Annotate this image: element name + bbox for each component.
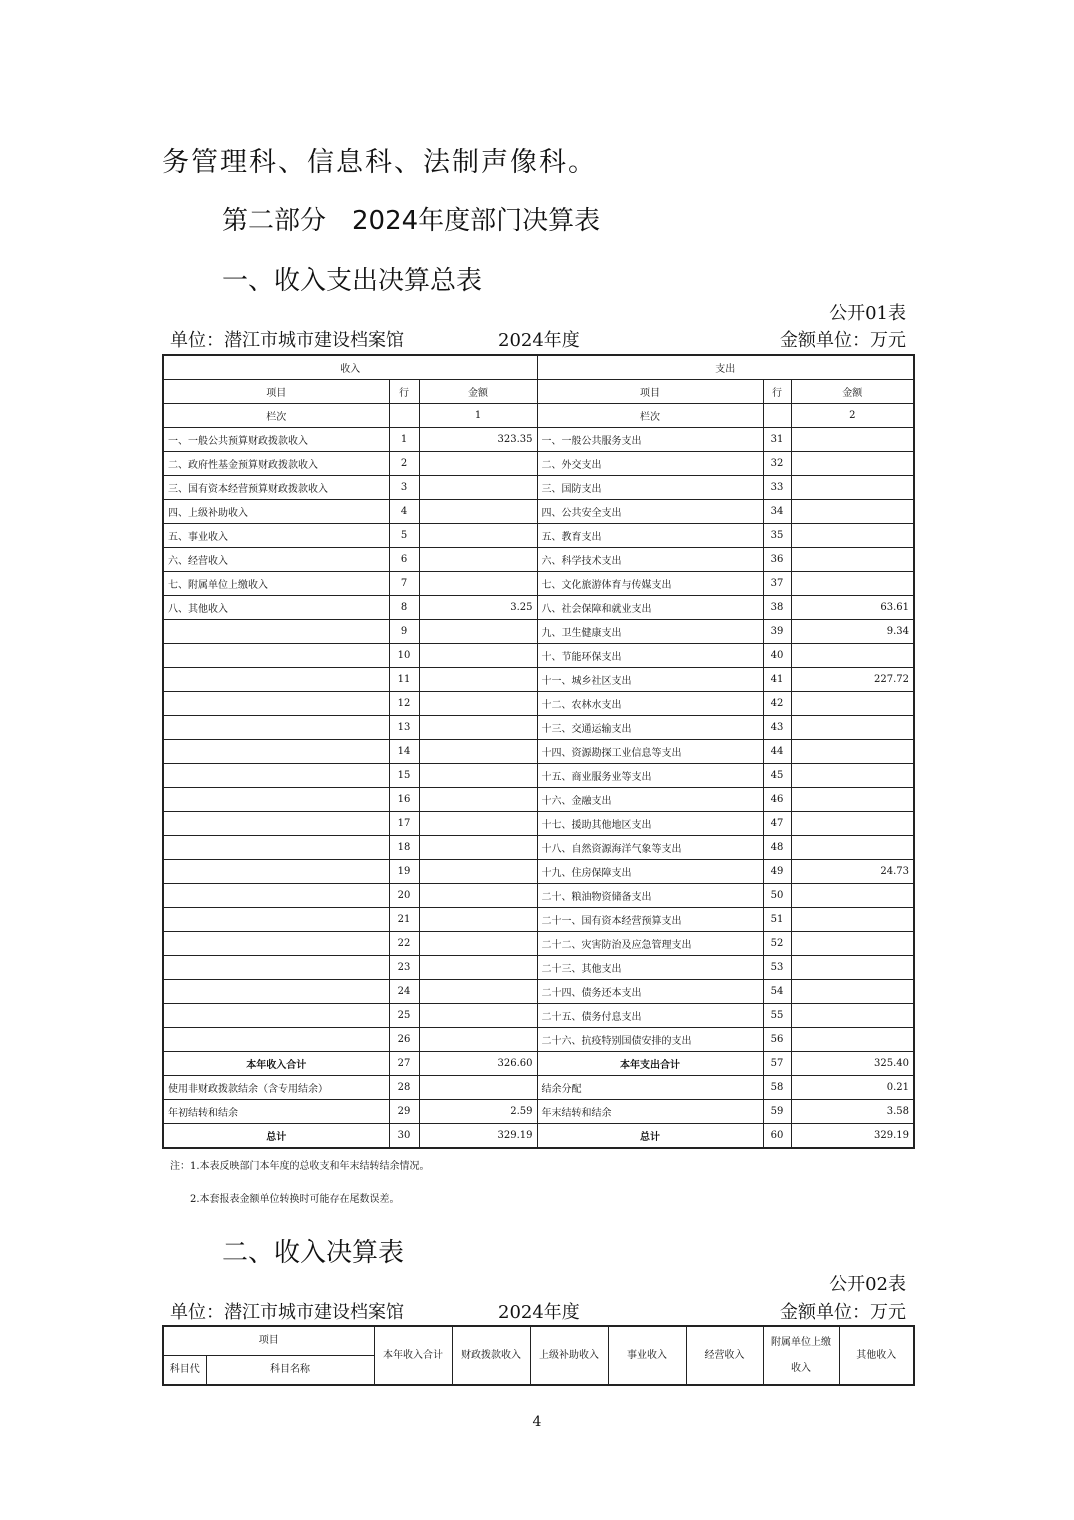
col-code: 科目代 — [163, 1356, 206, 1386]
income-amount — [419, 692, 537, 716]
expense-row-no: 37 — [763, 572, 791, 596]
income-amount — [419, 620, 537, 644]
expense-row-no: 56 — [763, 1028, 791, 1052]
expense-row-no: 40 — [763, 644, 791, 668]
income-item — [163, 836, 389, 860]
expense-item: 三、国防支出 — [537, 476, 763, 500]
expense-item: 二十一、国有资本经营预算支出 — [537, 908, 763, 932]
table-row — [163, 548, 914, 572]
income-item — [163, 764, 389, 788]
income-row-no: 9 — [389, 620, 419, 644]
income-expense-summary-table — [162, 354, 915, 1149]
expense-row-no: 41 — [763, 668, 791, 692]
income-row-no: 12 — [389, 692, 419, 716]
expense-item: 二十二、灾害防治及应急管理支出 — [537, 932, 763, 956]
expense-amount — [791, 908, 914, 932]
expense-row-no: 44 — [763, 740, 791, 764]
expense-item: 二、外交支出 — [537, 452, 763, 476]
expense-row-no: 42 — [763, 692, 791, 716]
expense-item: 六、科学技术支出 — [537, 548, 763, 572]
income-column-header: 经营收入 — [686, 1326, 763, 1385]
table-row — [163, 572, 914, 596]
seq-2: 2 — [791, 404, 914, 428]
expense-item: 本年支出合计 — [537, 1052, 763, 1076]
income-item: 二、政府性基金预算财政拨款收入 — [163, 452, 389, 476]
income-item — [163, 884, 389, 908]
expense-row-no: 35 — [763, 524, 791, 548]
expense-amount — [791, 716, 914, 740]
col-name: 科目名称 — [206, 1356, 374, 1386]
expense-amount — [791, 836, 914, 860]
fiscal-year-2: 2024年度 — [498, 1302, 580, 1323]
expense-item: 十一、城乡社区支出 — [537, 668, 763, 692]
income-row-no: 25 — [389, 1004, 419, 1028]
expense-amount — [791, 548, 914, 572]
expense-item: 八、社会保障和就业支出 — [537, 596, 763, 620]
income-table — [162, 1325, 915, 1386]
expense-item: 五、教育支出 — [537, 524, 763, 548]
income-row-no: 10 — [389, 644, 419, 668]
expense-item: 十三、交通运输支出 — [537, 716, 763, 740]
expense-item: 十七、援助其他地区支出 — [537, 812, 763, 836]
table-row — [163, 740, 914, 764]
expense-row-no: 59 — [763, 1100, 791, 1124]
income-amount — [419, 980, 537, 1004]
income-row-no: 3 — [389, 476, 419, 500]
fiscal-year: 2024年度 — [498, 330, 580, 351]
col-amount: 金额 — [419, 380, 537, 404]
income-column-header: 其他收入 — [839, 1326, 914, 1385]
income-column-header: 附属单位上缴收入 — [763, 1326, 839, 1385]
table-row — [163, 932, 914, 956]
income-amount — [419, 884, 537, 908]
expense-row-no: 36 — [763, 548, 791, 572]
expense-item: 结余分配 — [537, 1076, 763, 1100]
income-amount — [419, 644, 537, 668]
expense-amount — [791, 692, 914, 716]
income-row-no: 6 — [389, 548, 419, 572]
col-seq: 栏次 — [163, 404, 389, 428]
expense-row-no: 57 — [763, 1052, 791, 1076]
income-item: 使用非财政拨款结余（含专用结余） — [163, 1076, 389, 1100]
income-item — [163, 980, 389, 1004]
income-row-no: 16 — [389, 788, 419, 812]
table-row — [163, 836, 914, 860]
table-row — [163, 716, 914, 740]
income-item: 总计 — [163, 1124, 389, 1149]
expense-row-no: 43 — [763, 716, 791, 740]
expense-item: 十五、商业服务业等支出 — [537, 764, 763, 788]
income-item: 年初结转和结余 — [163, 1100, 389, 1124]
expense-row-no: 34 — [763, 500, 791, 524]
expense-item: 年末结转和结余 — [537, 1100, 763, 1124]
income-item — [163, 1028, 389, 1052]
expense-amount — [791, 740, 914, 764]
expense-row-no: 48 — [763, 836, 791, 860]
expense-amount — [791, 428, 914, 452]
table-row — [163, 524, 914, 548]
expense-amount: 9.34 — [791, 620, 914, 644]
income-amount — [419, 668, 537, 692]
income-row-no: 21 — [389, 908, 419, 932]
table-row — [163, 500, 914, 524]
table-row — [163, 764, 914, 788]
table-row — [163, 596, 914, 620]
expense-amount — [791, 1004, 914, 1028]
expense-amount — [791, 644, 914, 668]
expense-amount: 63.61 — [791, 596, 914, 620]
expense-amount: 24.73 — [791, 860, 914, 884]
summary-row — [163, 1052, 914, 1076]
income-amount — [419, 740, 537, 764]
expense-amount — [791, 500, 914, 524]
col-seq: 栏次 — [537, 404, 763, 428]
income-row-no: 28 — [389, 1076, 419, 1100]
expense-item: 二十五、债务付息支出 — [537, 1004, 763, 1028]
income-row-no: 13 — [389, 716, 419, 740]
income-item — [163, 860, 389, 884]
income-amount — [419, 932, 537, 956]
expense-amount — [791, 980, 914, 1004]
income-amount — [419, 956, 537, 980]
income-row-no: 11 — [389, 668, 419, 692]
income-amount — [419, 716, 537, 740]
expense-header: 支出 — [537, 355, 914, 380]
income-amount — [419, 908, 537, 932]
table-row — [163, 788, 914, 812]
income-item — [163, 668, 389, 692]
income-amount: 2.59 — [419, 1100, 537, 1124]
expense-item: 总计 — [537, 1124, 763, 1149]
table-row — [163, 956, 914, 980]
expense-amount — [791, 476, 914, 500]
expense-item: 二十三、其他支出 — [537, 956, 763, 980]
expense-amount: 0.21 — [791, 1076, 914, 1100]
income-amount — [419, 452, 537, 476]
income-item — [163, 620, 389, 644]
income-amount — [419, 548, 537, 572]
expense-row-no: 31 — [763, 428, 791, 452]
expense-item: 二十、粮油物资储备支出 — [537, 884, 763, 908]
table-row — [163, 980, 914, 1004]
income-item — [163, 692, 389, 716]
table-row — [163, 908, 914, 932]
summary-row — [163, 1124, 914, 1149]
expense-amount — [791, 812, 914, 836]
expense-row-no: 38 — [763, 596, 791, 620]
form-number: 公开01表 — [829, 303, 906, 324]
expense-amount — [791, 1028, 914, 1052]
income-amount: 329.19 — [419, 1124, 537, 1149]
table-row — [163, 884, 914, 908]
income-row-no: 22 — [389, 932, 419, 956]
income-item: 三、国有资本经营预算财政拨款收入 — [163, 476, 389, 500]
expense-row-no: 46 — [763, 788, 791, 812]
seq-row — [163, 404, 914, 428]
page-number: 4 — [532, 1414, 542, 1430]
expense-item: 二十六、抗疫特别国债安排的支出 — [537, 1028, 763, 1052]
income-row-no: 17 — [389, 812, 419, 836]
table-row — [163, 1004, 914, 1028]
table-row — [163, 692, 914, 716]
income-column-header: 事业收入 — [608, 1326, 686, 1385]
income-row-no: 19 — [389, 860, 419, 884]
income-amount — [419, 788, 537, 812]
expense-row-no: 45 — [763, 764, 791, 788]
income-column-header: 财政拨款收入 — [452, 1326, 530, 1385]
expense-item: 九、卫生健康支出 — [537, 620, 763, 644]
income-amount — [419, 1028, 537, 1052]
income-amount — [419, 1076, 537, 1100]
expense-row-no: 39 — [763, 620, 791, 644]
col-row: 行 — [389, 380, 419, 404]
form-number-2: 公开02表 — [829, 1274, 906, 1295]
expense-amount — [791, 788, 914, 812]
income-amount — [419, 524, 537, 548]
income-row-no: 23 — [389, 956, 419, 980]
table-row — [163, 860, 914, 884]
income-row-no: 29 — [389, 1100, 419, 1124]
income-item: 四、上级补助收入 — [163, 500, 389, 524]
income-item: 一、一般公共预算财政拨款收入 — [163, 428, 389, 452]
income-row-no: 26 — [389, 1028, 419, 1052]
col-row: 行 — [763, 380, 791, 404]
table-row — [163, 452, 914, 476]
note-2: 2.本套报表金额单位转换时可能存在尾数误差。 — [190, 1194, 400, 1205]
income-row-no: 4 — [389, 500, 419, 524]
expense-row-no: 58 — [763, 1076, 791, 1100]
income-amount — [419, 476, 537, 500]
income-item: 五、事业收入 — [163, 524, 389, 548]
expense-item: 十二、农林水支出 — [537, 692, 763, 716]
expense-item: 一、一般公共服务支出 — [537, 428, 763, 452]
col-item: 项目 — [163, 1326, 374, 1356]
income-item — [163, 788, 389, 812]
income-item: 本年收入合计 — [163, 1052, 389, 1076]
expense-amount — [791, 884, 914, 908]
unit-name: 单位：潜江市城市建设档案馆 — [170, 330, 404, 351]
income-amount — [419, 812, 537, 836]
table-row — [163, 1028, 914, 1052]
income-amount — [419, 1004, 537, 1028]
expense-amount — [791, 452, 914, 476]
expense-item: 十八、自然资源海洋气象等支出 — [537, 836, 763, 860]
income-row-no: 27 — [389, 1052, 419, 1076]
income-row-no: 14 — [389, 740, 419, 764]
money-unit-2: 金额单位：万元 — [780, 1302, 906, 1323]
expense-amount — [791, 956, 914, 980]
expense-item: 十六、金融支出 — [537, 788, 763, 812]
income-amount: 326.60 — [419, 1052, 537, 1076]
income-row-no: 20 — [389, 884, 419, 908]
income-item: 七、附属单位上缴收入 — [163, 572, 389, 596]
expense-row-no: 50 — [763, 884, 791, 908]
income-amount — [419, 860, 537, 884]
income-item — [163, 644, 389, 668]
table-header-row — [163, 355, 914, 380]
income-amount — [419, 764, 537, 788]
expense-item: 十、节能环保支出 — [537, 644, 763, 668]
note-1: 注：1.本表反映部门本年度的总收支和年末结转结余情况。 — [170, 1161, 430, 1172]
expense-amount — [791, 932, 914, 956]
income-item — [163, 932, 389, 956]
table-row — [163, 812, 914, 836]
expense-row-no: 33 — [763, 476, 791, 500]
expense-item: 四、公共安全支出 — [537, 500, 763, 524]
income-amount: 323.35 — [419, 428, 537, 452]
expense-row-no: 53 — [763, 956, 791, 980]
expense-row-no: 55 — [763, 1004, 791, 1028]
income-amount — [419, 500, 537, 524]
col-item: 项目 — [163, 380, 389, 404]
expense-amount: 3.58 — [791, 1100, 914, 1124]
table-row — [163, 644, 914, 668]
expense-amount — [791, 764, 914, 788]
income-item — [163, 740, 389, 764]
column-header-row — [163, 380, 914, 404]
income-column-header: 上级补助收入 — [530, 1326, 608, 1385]
expense-amount — [791, 572, 914, 596]
expense-amount: 329.19 — [791, 1124, 914, 1149]
section2-title: 二、收入决算表 — [222, 1238, 405, 1268]
col-item: 项目 — [537, 380, 763, 404]
section1-title: 一、收入支出决算总表 — [222, 266, 483, 296]
expense-row-no: 52 — [763, 932, 791, 956]
income-column-header: 本年收入合计 — [374, 1326, 452, 1385]
table-row — [163, 476, 914, 500]
part-title: 第二部分 2024年度部门决算表 — [222, 206, 601, 236]
income-row-no: 15 — [389, 764, 419, 788]
income-amount: 3.25 — [419, 596, 537, 620]
expense-row-no: 60 — [763, 1124, 791, 1149]
income-row-no: 1 — [389, 428, 419, 452]
summary-row — [163, 1076, 914, 1100]
income-row-no: 5 — [389, 524, 419, 548]
summary-row — [163, 1100, 914, 1124]
income-item — [163, 908, 389, 932]
income-header: 收入 — [163, 355, 537, 380]
income-row-no: 24 — [389, 980, 419, 1004]
intro-line: 务管理科、信息科、法制声像科。 — [162, 147, 597, 178]
income-row-no: 30 — [389, 1124, 419, 1149]
income-row-no: 7 — [389, 572, 419, 596]
income-row-no: 2 — [389, 452, 419, 476]
income-row-no: 18 — [389, 836, 419, 860]
table-row — [163, 620, 914, 644]
expense-amount: 227.72 — [791, 668, 914, 692]
expense-amount: 325.40 — [791, 1052, 914, 1076]
table-row — [163, 428, 914, 452]
income-item — [163, 956, 389, 980]
seq-1: 1 — [419, 404, 537, 428]
income-item — [163, 1004, 389, 1028]
expense-item: 二十四、债务还本支出 — [537, 980, 763, 1004]
income-amount — [419, 836, 537, 860]
income-row-no: 8 — [389, 596, 419, 620]
income-item: 六、经营收入 — [163, 548, 389, 572]
expense-row-no: 49 — [763, 860, 791, 884]
expense-item: 七、文化旅游体育与传媒支出 — [537, 572, 763, 596]
income-amount — [419, 572, 537, 596]
expense-row-no: 32 — [763, 452, 791, 476]
expense-row-no: 47 — [763, 812, 791, 836]
expense-amount — [791, 524, 914, 548]
col-amount: 金额 — [791, 380, 914, 404]
income-item — [163, 812, 389, 836]
money-unit: 金额单位：万元 — [780, 330, 906, 351]
expense-item: 十四、资源勘探工业信息等支出 — [537, 740, 763, 764]
expense-row-no: 51 — [763, 908, 791, 932]
unit-name-2: 单位：潜江市城市建设档案馆 — [170, 1302, 404, 1323]
expense-item: 十九、住房保障支出 — [537, 860, 763, 884]
expense-row-no: 54 — [763, 980, 791, 1004]
table-row — [163, 668, 914, 692]
income-item: 八、其他收入 — [163, 596, 389, 620]
income-item — [163, 716, 389, 740]
